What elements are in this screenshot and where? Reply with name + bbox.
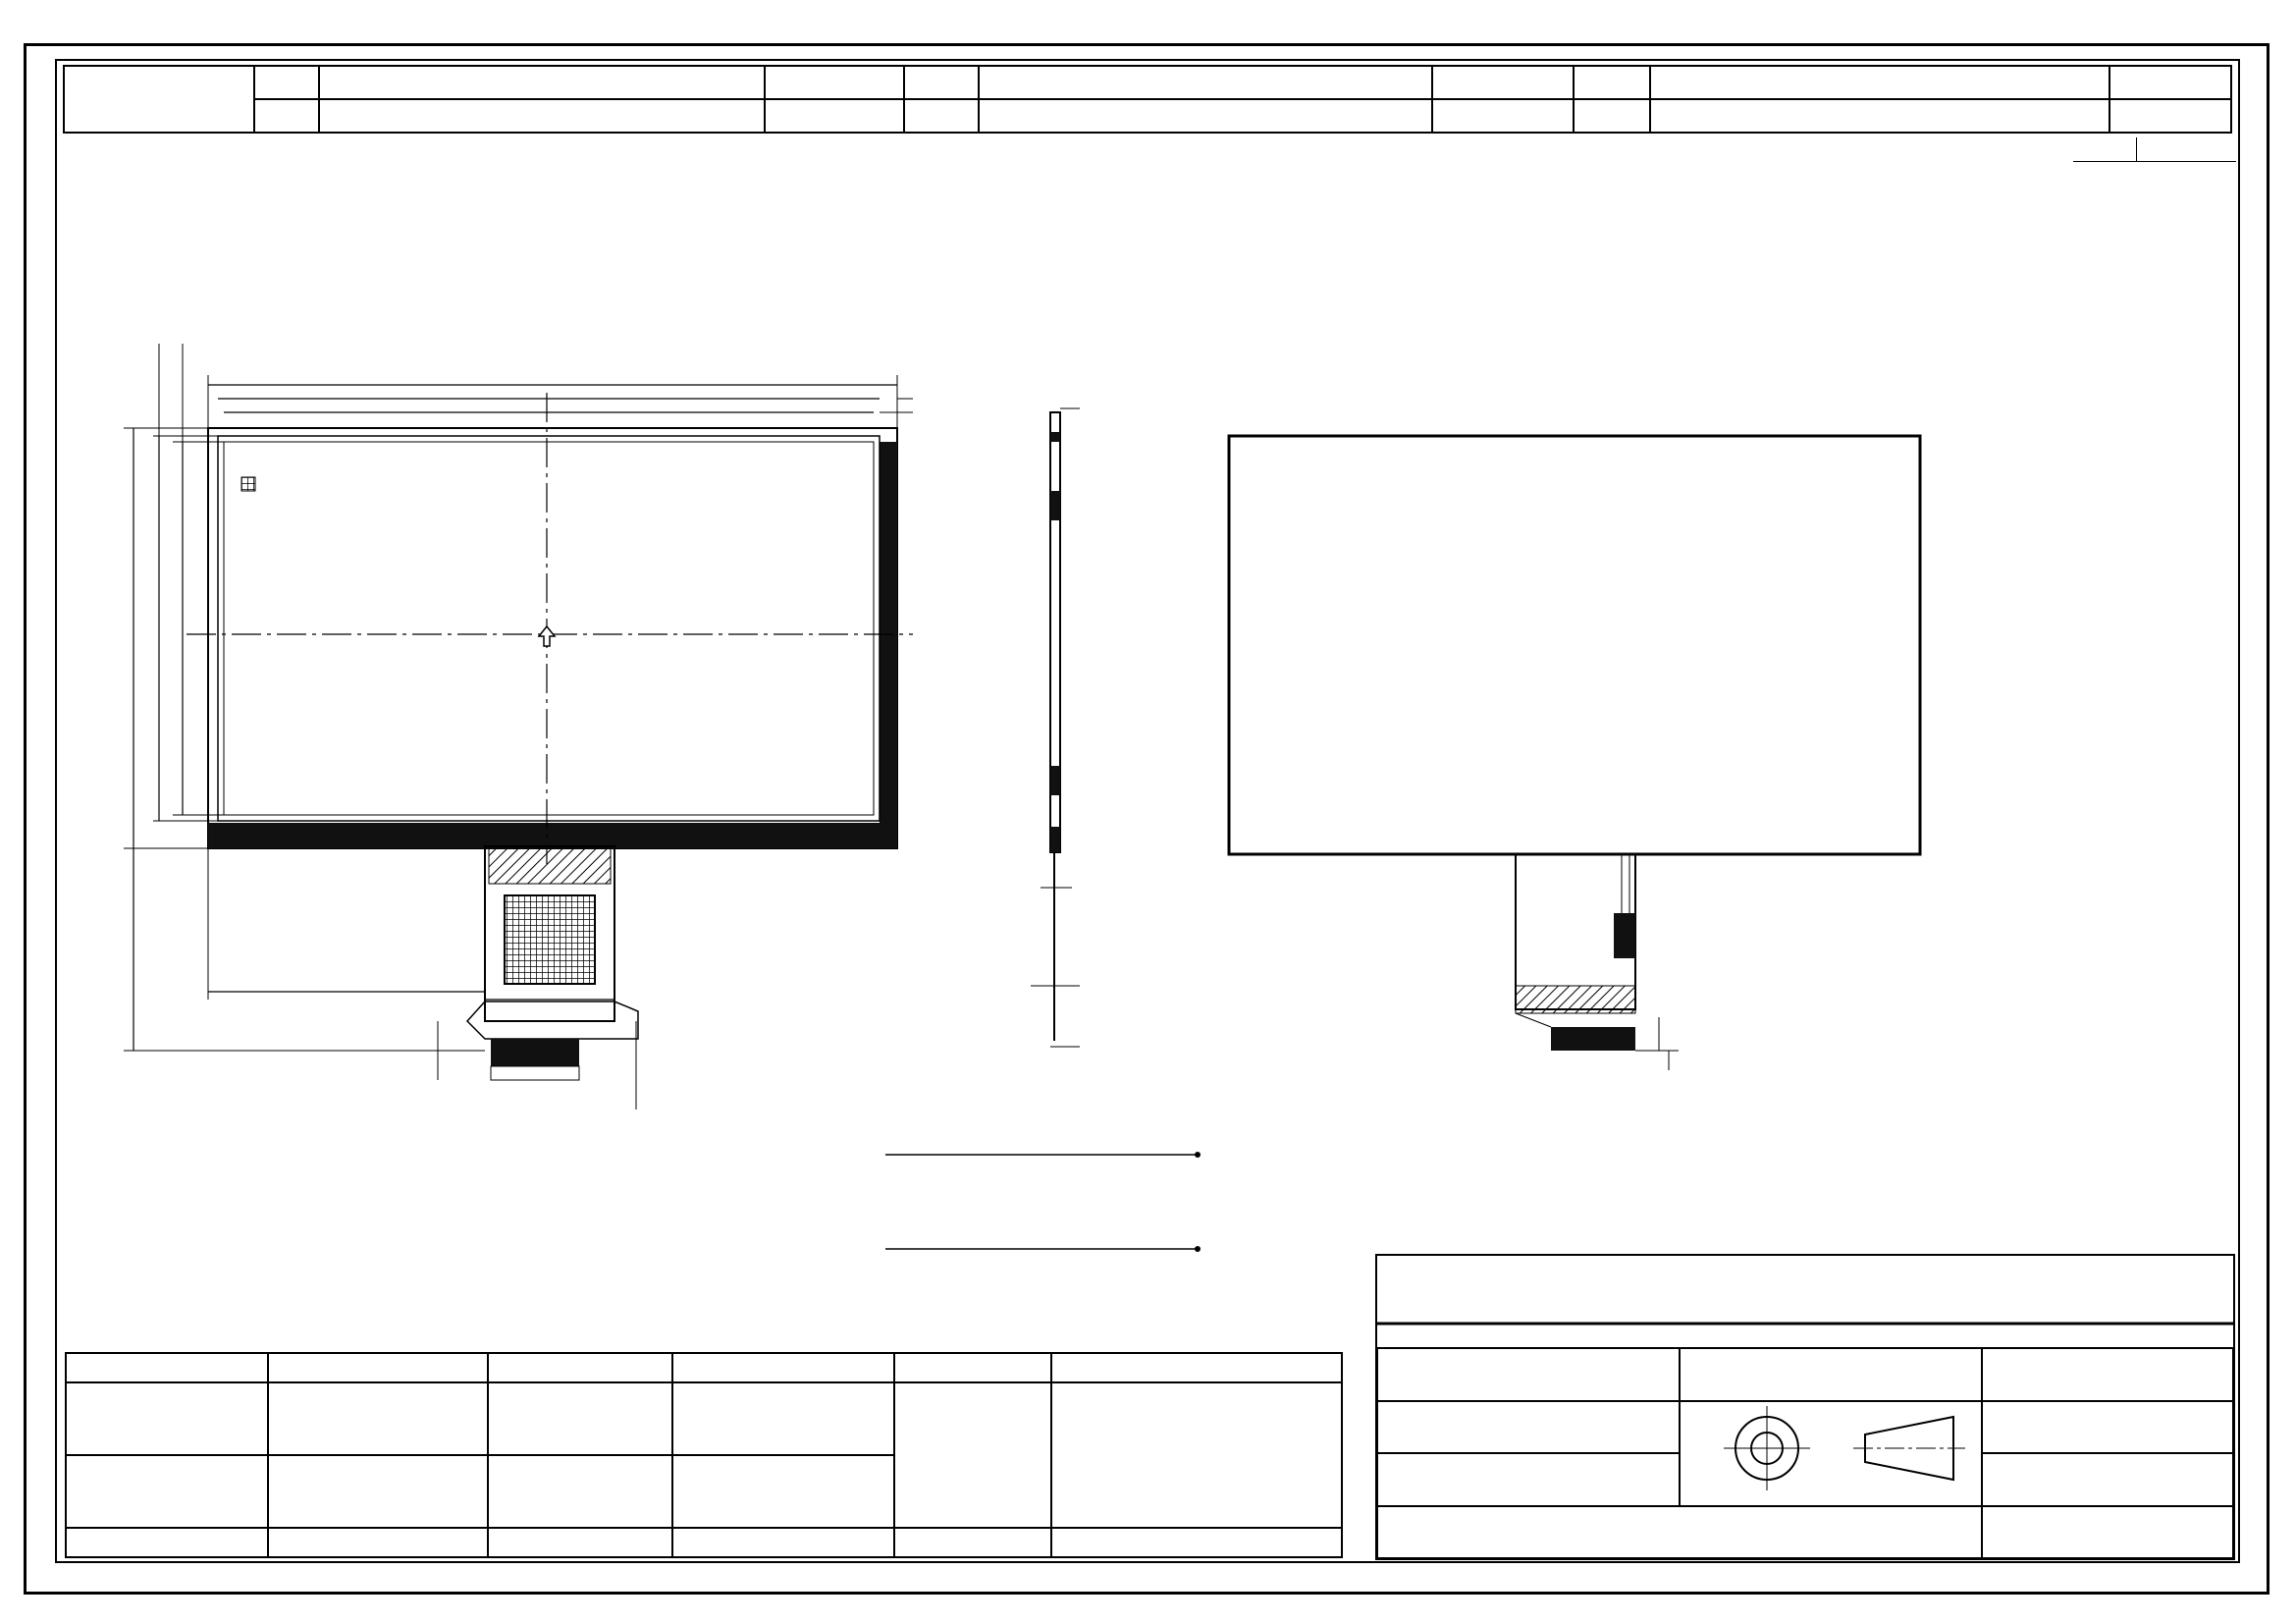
operating-temp-value xyxy=(672,1382,894,1455)
polarizer-label xyxy=(66,1382,268,1455)
back-panel xyxy=(1229,436,1920,854)
projection-symbol-cell xyxy=(1680,1401,1982,1506)
fpc-contact-pads xyxy=(491,1039,579,1066)
outline-rect xyxy=(208,428,897,848)
viewing-direction-spec-value xyxy=(268,1455,488,1528)
back-light-value xyxy=(1051,1382,1342,1529)
back-connector xyxy=(1614,913,1635,958)
storage-temp-value xyxy=(672,1455,894,1528)
storage-temp-label xyxy=(488,1455,672,1528)
display-driver-value xyxy=(672,1353,894,1382)
operating-temp-label xyxy=(488,1382,672,1455)
pixel-marker-icon xyxy=(241,477,255,491)
dot-matrix-label xyxy=(66,1528,268,1557)
back-view xyxy=(1229,436,1920,1070)
back-contact-pads xyxy=(1551,1027,1635,1051)
backlight-circuit-diagram xyxy=(885,1152,1201,1252)
side-view xyxy=(1031,408,1080,1047)
specification-table xyxy=(65,1352,1343,1558)
back-light-label xyxy=(894,1382,1051,1529)
pixel-pitch-label xyxy=(894,1353,1051,1382)
pixel-pitch-value xyxy=(1051,1353,1342,1382)
display-driver-label xyxy=(488,1353,672,1382)
material-note-label xyxy=(894,1528,1051,1557)
right-bezel xyxy=(880,442,897,848)
structure-label xyxy=(488,1528,672,1557)
display-type-label xyxy=(66,1353,268,1382)
viewing-direction-icon xyxy=(539,626,555,646)
fpc-ic-area xyxy=(505,895,595,984)
bottom-bezel xyxy=(208,823,897,848)
title-block-table xyxy=(1376,1347,2234,1559)
approved-by xyxy=(1377,1453,1680,1506)
part-number xyxy=(1680,1348,1982,1401)
fpc-stiffener-top xyxy=(489,848,611,884)
website-link[interactable] xyxy=(1377,1506,1982,1559)
designed-by xyxy=(1377,1348,1680,1401)
checked-by xyxy=(1377,1401,1680,1454)
material-note-value xyxy=(1051,1528,1342,1557)
polarizer-value xyxy=(268,1382,488,1455)
structure-value xyxy=(672,1528,894,1557)
dot-matrix-value xyxy=(268,1528,488,1557)
viewing-direction-spec-label xyxy=(66,1455,268,1528)
display-type-value xyxy=(268,1353,488,1382)
front-view xyxy=(124,344,913,1110)
